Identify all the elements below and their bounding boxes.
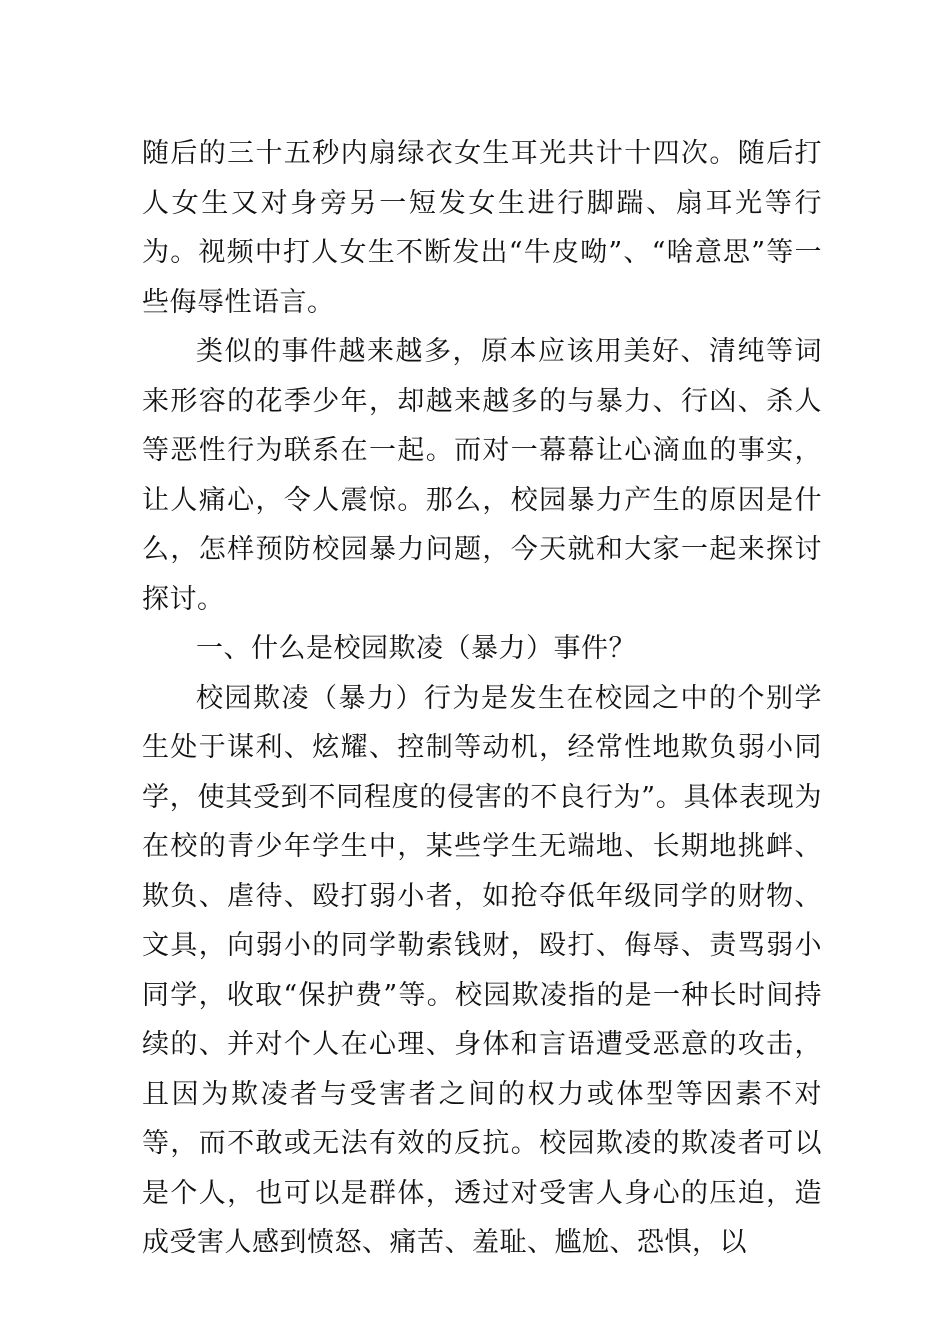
paragraph-bullying-definition: 校园欺凌（暴力）行为是发生在校园之中的个别学生处于谋利、炫耀、控制等动机，经常性地欺负弱小同学，使其受到不同程度的侵害的不良行为”。具体表现为在校的青少年学生中，某些学生无端地、长期地挑衅、欺负、虐待、殴打弱小者，如抢夺低年级同学的财物、文具，向弱小的同学勒索钱财，殴打、侮辱、责骂弱小同学，收取“保护费”等。校园欺凌指的是一种长时间持续的、并对个人在心理、身体和言语遭受恶意的攻击，且因为欺凌者与受害者之间的权力或体型等因素不对等，而不敢或无法有效的反抗。校园欺凌的欺凌者可以是个人，也可以是群体，透过对受害人身心的压迫，造成受害人感到愤怒、痛苦、羞耻、尴尬、恐惧，以 xyxy=(142,682,822,1258)
paragraph-similar-events: 类似的事件越来越多，原本应该用美好、清纯等词来形容的花季少年，却越来越多的与暴力、行凶、杀人等恶性行为联系在一起。而对一幕幕让心滴血的事实，让人痛心，令人震惊。那么，校园暴力产生的原因是什么，怎样预防校园暴力问题，今天就和大家一起来探讨探讨。 xyxy=(142,336,822,615)
section-heading-what-is-bullying: 一、什么是校园欺凌（暴力）事件？ xyxy=(196,633,636,664)
document-body xyxy=(142,129,822,1268)
paragraph-continuation: 随后的三十五秒内扇绿衣女生耳光共计十四次。随后打人女生又对身旁另一短发女生进行脚踹、扇耳光等行为。视频中打人女生不断发出“牛皮呦”、“啥意思”等一些侮辱性语言。 xyxy=(142,138,822,318)
